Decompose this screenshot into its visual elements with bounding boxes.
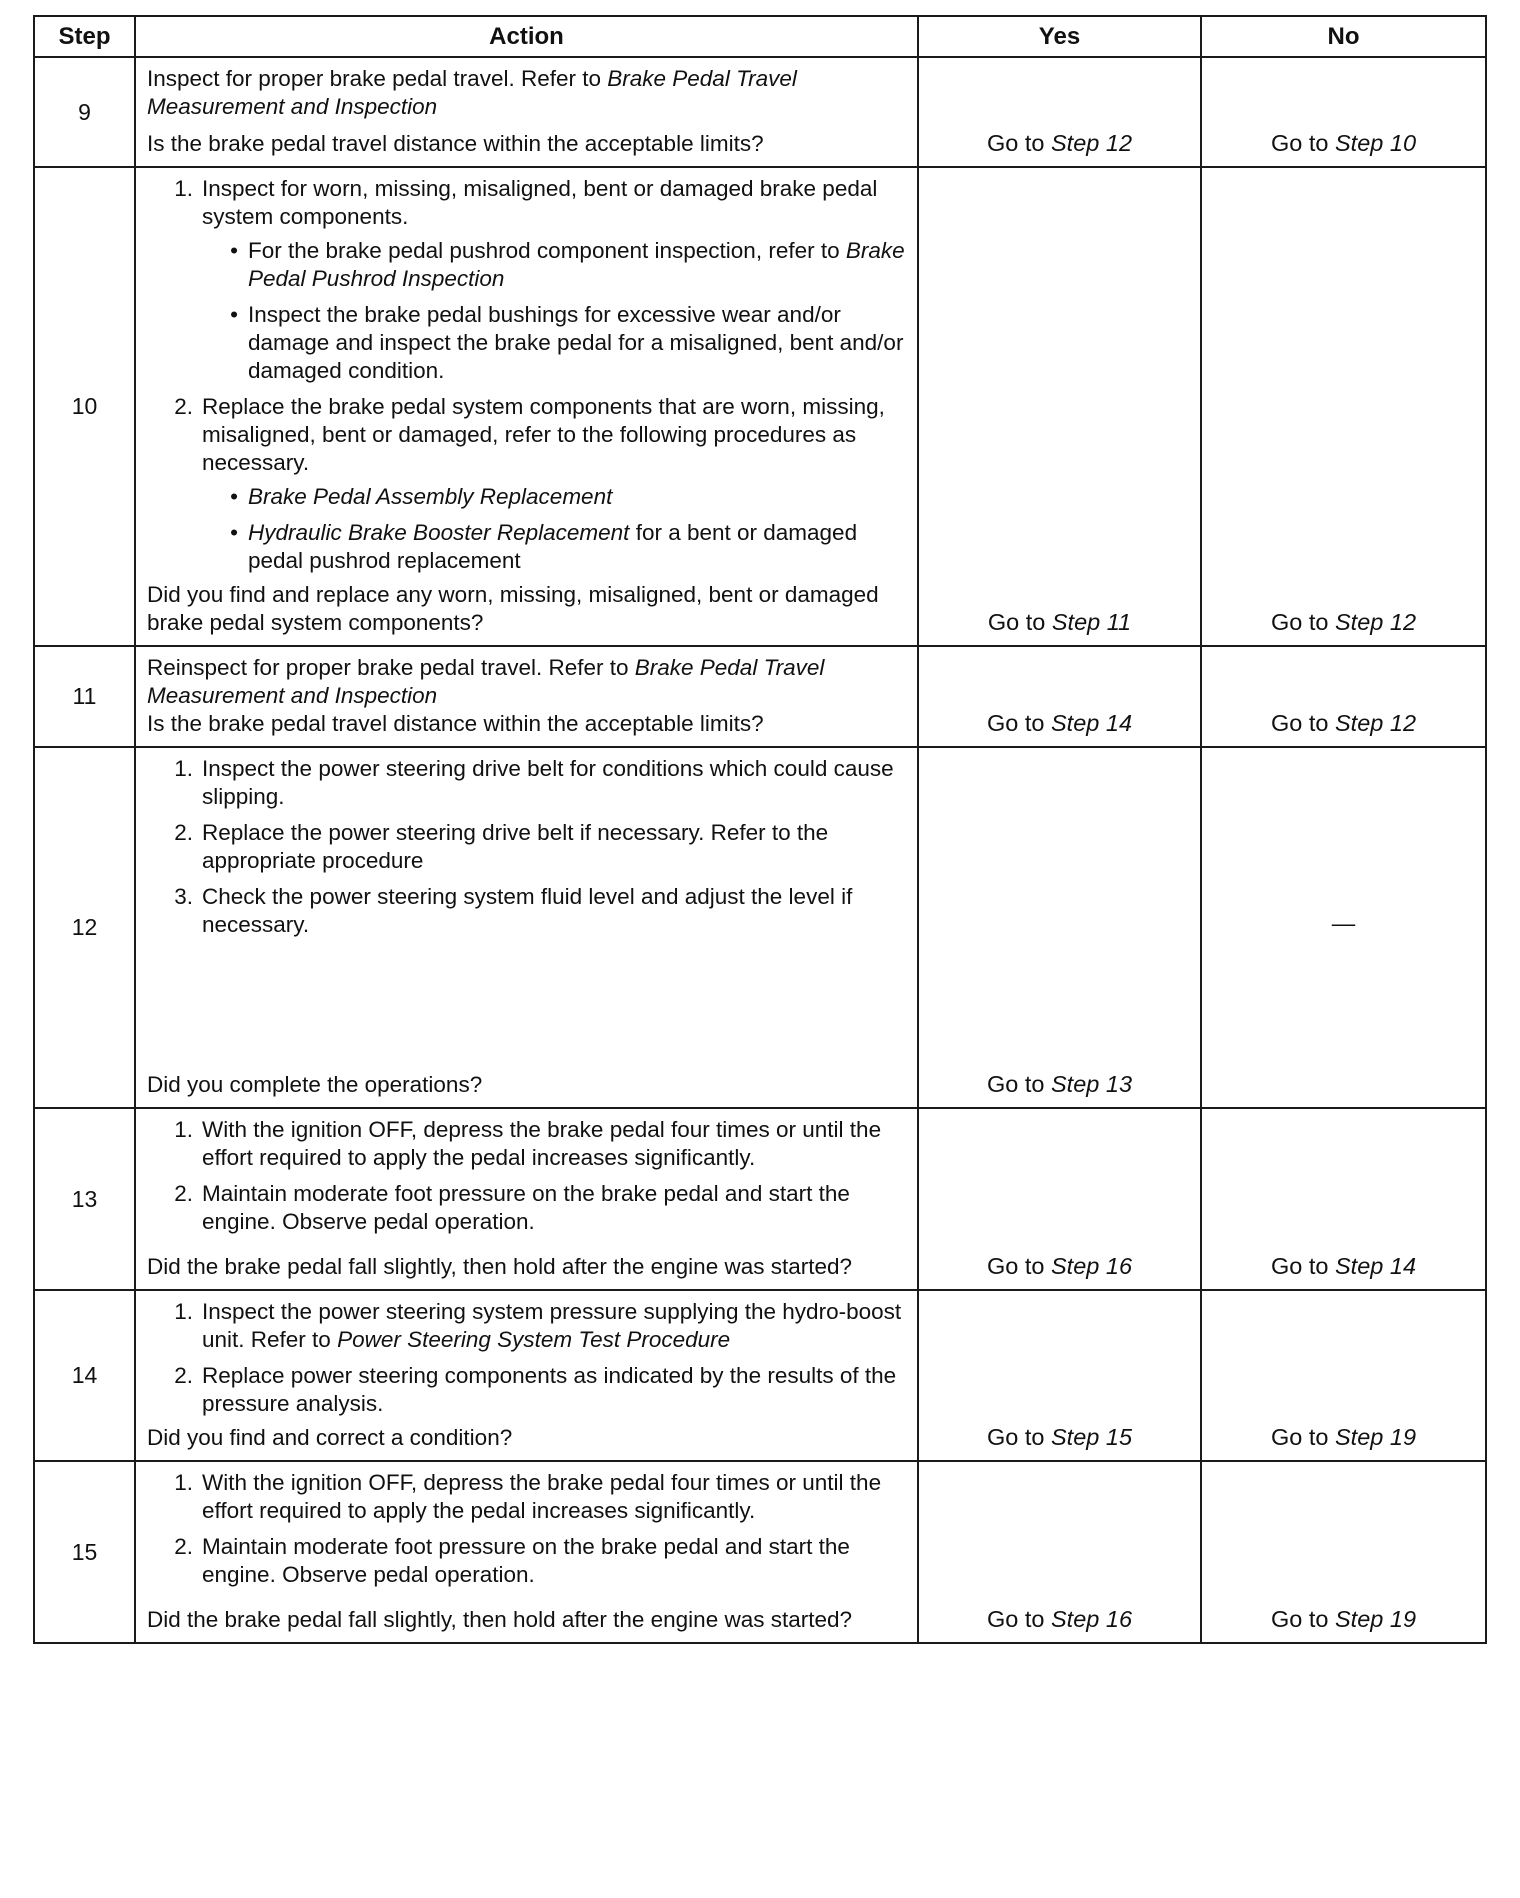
item-text <box>202 1116 907 1172</box>
list-item <box>147 175 907 385</box>
procedure-reference: Brake Pedal Pushrod Inspection <box>248 238 905 291</box>
action-body <box>147 1116 907 1242</box>
goto-step-link: Step 12 <box>1335 710 1417 736</box>
bullet-text-plain: For the brake pedal pushrod component inspection, refer to <box>248 238 846 263</box>
action-content <box>136 1291 917 1460</box>
item-number: 2. <box>174 1363 193 1388</box>
numbered-list <box>147 1298 907 1418</box>
list-item <box>147 1469 907 1525</box>
no-result <box>1201 1461 1486 1643</box>
list-item <box>147 1298 907 1354</box>
table-row <box>34 747 1486 1108</box>
goto-step-link: Step 15 <box>1051 1424 1133 1450</box>
action-body <box>147 175 907 581</box>
yes-result <box>918 646 1201 747</box>
goto-prefix: Go to <box>986 1253 1051 1279</box>
goto-prefix: Go to <box>986 1424 1051 1450</box>
bullet-text <box>248 237 907 293</box>
item-number: 1. <box>174 1299 193 1324</box>
action-body <box>147 755 907 945</box>
table-row <box>34 1290 1486 1461</box>
no-result <box>1201 747 1486 1108</box>
no-result <box>1201 646 1486 747</box>
header-action: Action <box>135 16 918 57</box>
table-row <box>34 167 1486 646</box>
item-number: 1. <box>174 176 193 201</box>
goto-step-link: Step 16 <box>1051 1253 1133 1279</box>
item-text <box>202 1469 907 1525</box>
bullet-text-plain: Inspect the brake pedal bushings for excessive wear and/or damage and inspect the brake pedal for a misaligned, bent and/or damaged condition. <box>248 302 904 383</box>
action-question: Is the brake pedal travel distance within the acceptable limits? <box>147 711 764 736</box>
bullet-item <box>202 301 907 385</box>
item-number: 2. <box>174 820 193 845</box>
action-cell <box>135 1290 918 1461</box>
list-item <box>147 393 907 575</box>
action-question: Did the brake pedal fall slightly, then hold after the engine was started? <box>147 1254 853 1279</box>
item-text-plain: Replace power steering components as indicated by the results of the pressure analysis. <box>202 1363 897 1416</box>
item-number: 1. <box>174 1470 193 1495</box>
bullet-item <box>202 519 907 575</box>
goto-step-link: Step 10 <box>1335 130 1417 156</box>
action-content <box>136 647 917 746</box>
action-body <box>147 1298 907 1424</box>
bullet-icon: • <box>230 484 238 509</box>
item-text <box>202 1180 907 1236</box>
procedure-reference: Power Steering System Test Procedure <box>337 1327 731 1352</box>
action-question: Is the brake pedal travel distance within the acceptable limits? <box>147 131 764 156</box>
goto-prefix: Go to <box>986 1606 1051 1632</box>
item-text <box>202 1298 907 1354</box>
item-text <box>202 819 907 875</box>
step-number: 15 <box>34 1461 135 1643</box>
list-item <box>147 1116 907 1172</box>
goto-step-link: Step 12 <box>1335 609 1417 635</box>
table-row <box>34 1108 1486 1290</box>
goto-prefix: Go to <box>1270 1424 1335 1450</box>
header-step: Step <box>34 16 135 57</box>
action-question: Did the brake pedal fall slightly, then hold after the engine was started? <box>147 1607 853 1632</box>
action-content <box>136 1462 917 1642</box>
item-text <box>202 393 907 575</box>
item-text-plain: Maintain moderate foot pressure on the brake pedal and start the engine. Observe pedal operation. <box>202 1534 850 1587</box>
not-applicable-dash: — <box>1331 909 1356 936</box>
item-text-plain: Inspect the power steering system pressure supplying the hydro-boost unit. Refer to <box>202 1299 902 1352</box>
goto-prefix: Go to <box>1270 710 1335 736</box>
yes-result <box>918 747 1201 1108</box>
goto-prefix: Go to <box>986 130 1051 156</box>
action-question: Did you find and correct a condition? <box>147 1425 513 1450</box>
yes-result <box>918 1290 1201 1461</box>
item-text-plain: Replace the power steering drive belt if necessary. Refer to the appropriate procedure <box>202 820 829 873</box>
bullet-text <box>248 519 907 575</box>
header-yes: Yes <box>918 16 1201 57</box>
action-text-plain: Inspect for proper brake pedal travel. Refer to <box>147 66 608 91</box>
step-number: 14 <box>34 1290 135 1461</box>
item-text <box>202 883 907 939</box>
step-number: 9 <box>34 57 135 167</box>
item-number: 2. <box>174 1534 193 1559</box>
table-row <box>34 1461 1486 1643</box>
item-text <box>202 755 907 811</box>
yes-result <box>918 1461 1201 1643</box>
action-body <box>147 1469 907 1595</box>
list-item <box>147 1533 907 1589</box>
step-number: 10 <box>34 167 135 646</box>
yes-result <box>918 167 1201 646</box>
list-item <box>147 883 907 939</box>
no-result <box>1201 1108 1486 1290</box>
bullet-icon: • <box>230 238 238 263</box>
procedure-reference: Hydraulic Brake Booster Replacement <box>248 520 630 545</box>
no-result <box>1201 1290 1486 1461</box>
header-row <box>34 16 1486 57</box>
item-number: 3. <box>174 884 193 909</box>
goto-step-link: Step 13 <box>1051 1071 1133 1097</box>
action-cell <box>135 57 918 167</box>
action-text-plain: Reinspect for proper brake pedal travel. Refer to <box>147 655 635 680</box>
goto-step-link: Step 12 <box>1051 130 1133 156</box>
goto-prefix: Go to <box>986 1071 1051 1097</box>
goto-prefix: Go to <box>986 710 1051 736</box>
procedure-reference: Brake Pedal Assembly Replacement <box>248 484 613 509</box>
goto-prefix: Go to <box>1270 130 1335 156</box>
action-question: Did you complete the operations? <box>147 1072 483 1097</box>
item-number: 1. <box>174 756 193 781</box>
diagnostic-table <box>33 15 1487 1644</box>
item-text-plain: Inspect the power steering drive belt for conditions which could cause slipping. <box>202 756 894 809</box>
bullet-list <box>202 483 907 575</box>
item-text <box>202 1533 907 1589</box>
action-body <box>147 654 907 710</box>
bullet-list <box>202 237 907 385</box>
header-no: No <box>1201 16 1486 57</box>
item-number: 1. <box>174 1117 193 1142</box>
no-result <box>1201 57 1486 167</box>
list-item <box>147 1180 907 1236</box>
numbered-list <box>147 755 907 939</box>
item-number: 2. <box>174 394 193 419</box>
table-body <box>34 57 1486 1643</box>
goto-step-link: Step 16 <box>1051 1606 1133 1632</box>
action-body <box>147 65 907 121</box>
bullet-item <box>202 483 907 511</box>
list-item <box>147 819 907 875</box>
goto-prefix: Go to <box>987 609 1052 635</box>
goto-step-link: Step 19 <box>1335 1424 1417 1450</box>
bullet-text <box>248 483 907 511</box>
action-question: Did you find and replace any worn, missing, misaligned, bent or damaged brake pedal system components? <box>147 582 879 635</box>
no-result <box>1201 167 1486 646</box>
goto-step-link: Step 14 <box>1335 1253 1417 1279</box>
yes-result <box>918 1108 1201 1290</box>
item-text-plain: Check the power steering system fluid level and adjust the level if necessary. <box>202 884 853 937</box>
table-row <box>34 57 1486 167</box>
procedure-reference: Brake Pedal Travel Measurement and Inspection <box>147 66 797 119</box>
step-number: 12 <box>34 747 135 1108</box>
yes-result <box>918 57 1201 167</box>
action-content <box>136 58 917 166</box>
bullet-text-after: for a bent or damaged pedal pushrod replacement <box>248 520 858 573</box>
bullet-item <box>202 237 907 293</box>
item-text-plain: Inspect for worn, missing, misaligned, bent or damaged brake pedal system components. <box>202 176 878 229</box>
goto-prefix: Go to <box>1270 1253 1335 1279</box>
item-text <box>202 1362 907 1418</box>
item-text <box>202 175 907 385</box>
action-text <box>147 654 907 710</box>
numbered-list <box>147 1469 907 1589</box>
goto-step-link: Step 11 <box>1051 609 1132 635</box>
goto-step-link: Step 14 <box>1051 710 1133 736</box>
item-number: 2. <box>174 1181 193 1206</box>
table-row <box>34 646 1486 747</box>
action-content <box>136 748 917 1107</box>
step-number: 13 <box>34 1108 135 1290</box>
action-cell <box>135 167 918 646</box>
goto-prefix: Go to <box>1270 1606 1335 1632</box>
action-cell <box>135 747 918 1108</box>
action-cell <box>135 646 918 747</box>
bullet-icon: • <box>230 302 238 327</box>
action-cell <box>135 1461 918 1643</box>
action-cell <box>135 1108 918 1290</box>
numbered-list <box>147 175 907 575</box>
action-text <box>147 65 907 121</box>
item-text-plain: With the ignition OFF, depress the brake pedal four times or until the effort required to apply the pedal increases significantly. <box>202 1470 882 1523</box>
item-text-plain: With the ignition OFF, depress the brake pedal four times or until the effort required to apply the pedal increases significantly. <box>202 1117 882 1170</box>
list-item <box>147 1362 907 1418</box>
item-text-plain: Replace the brake pedal system components that are worn, missing, misaligned, bent or damaged, refer to the following procedures as necessary. <box>202 394 885 475</box>
bullet-icon: • <box>230 520 238 545</box>
goto-prefix: Go to <box>1270 609 1335 635</box>
goto-step-link: Step 19 <box>1335 1606 1417 1632</box>
step-number: 11 <box>34 646 135 747</box>
procedure-reference: Brake Pedal Travel Measurement and Inspection <box>147 655 825 708</box>
list-item <box>147 755 907 811</box>
action-content <box>136 1109 917 1289</box>
item-text-plain: Maintain moderate foot pressure on the brake pedal and start the engine. Observe pedal operation. <box>202 1181 850 1234</box>
bullet-text <box>248 301 907 385</box>
numbered-list <box>147 1116 907 1236</box>
action-content <box>136 168 917 645</box>
